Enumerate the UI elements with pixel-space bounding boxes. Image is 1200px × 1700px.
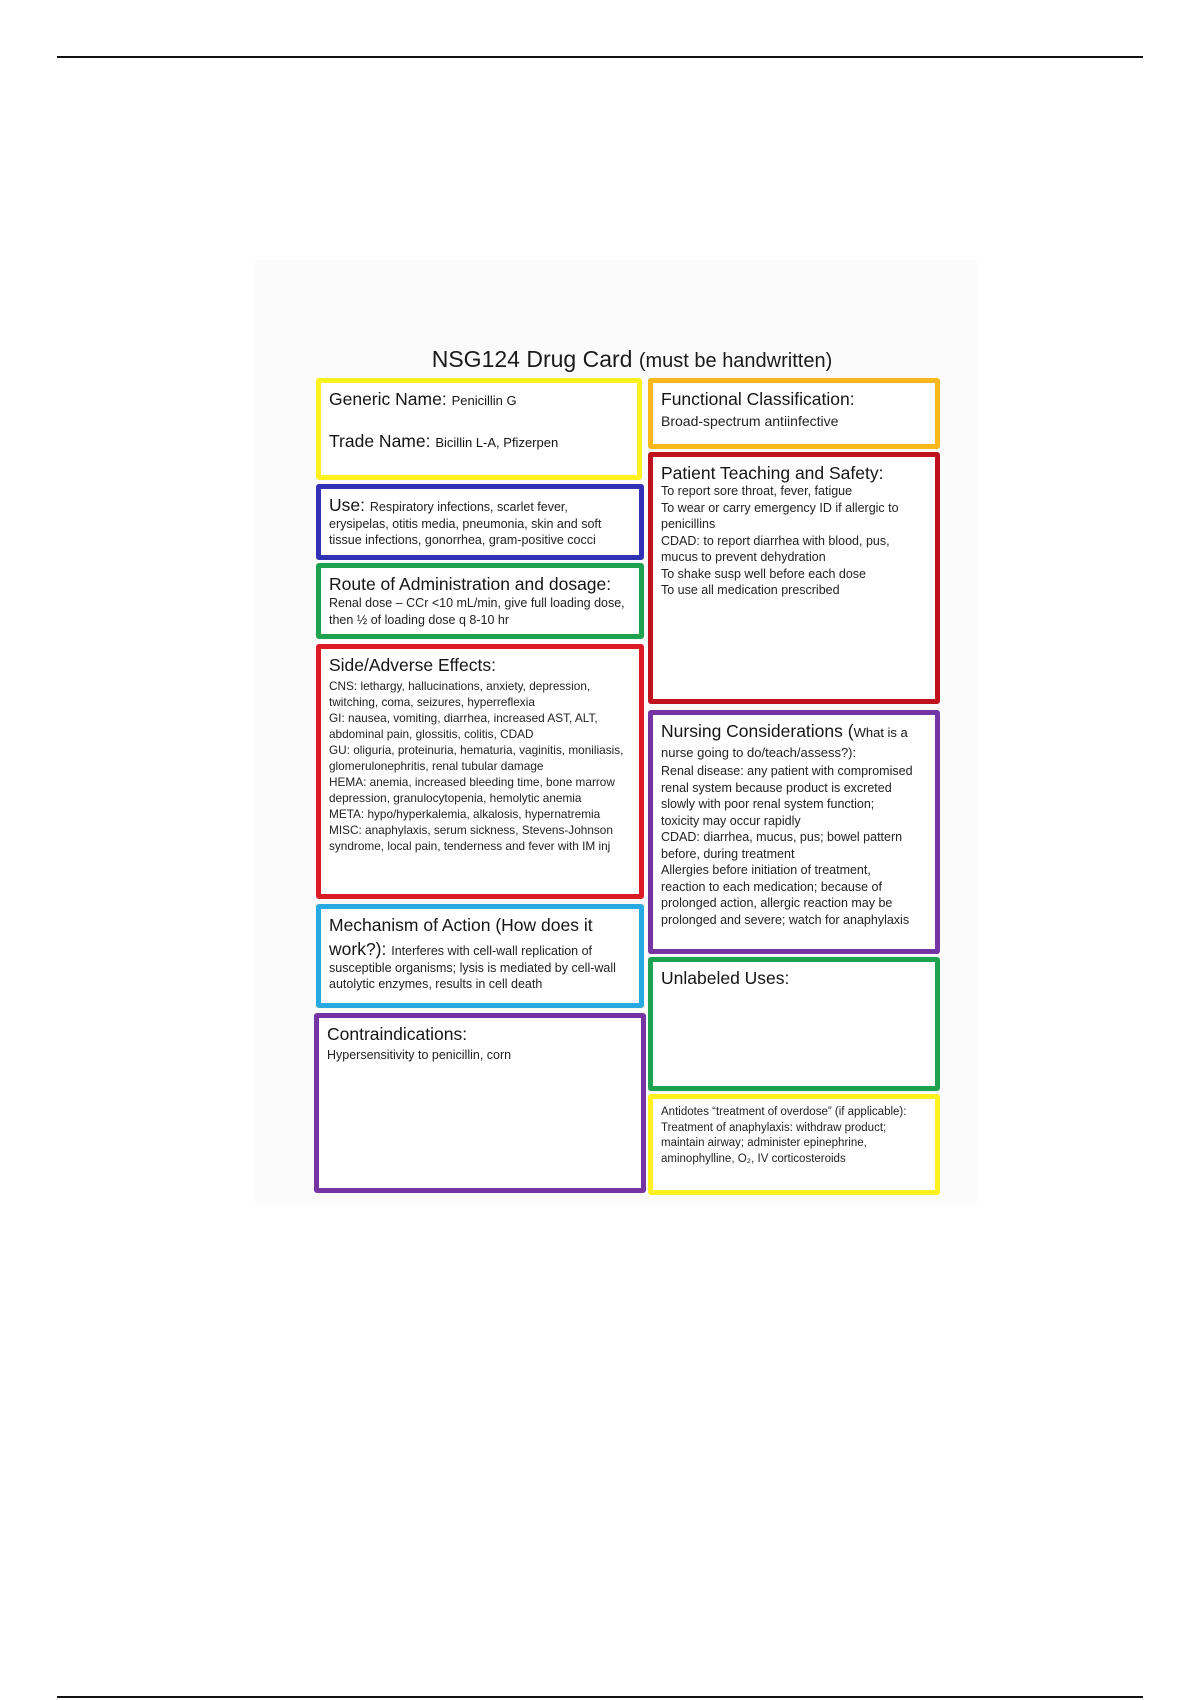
side-effects-line: GI: nausea, vomiting, diarrhea, increased AST, ALT, (329, 711, 598, 725)
card-title-note: (must be handwritten) (638, 350, 833, 372)
nursing-line: before, during treatment (661, 846, 795, 861)
side-effects-box (316, 644, 644, 899)
use-first-line (329, 495, 631, 516)
side-effects-line: twitching, coma, seizures, hyperreflexia (329, 695, 535, 709)
nursing-line: toxicity may occur rapidly (661, 813, 801, 828)
functional-classification-value: Broad-spectrum antiinfective (661, 413, 839, 429)
unlabeled-uses-label: Unlabeled Uses: (661, 968, 790, 988)
route-line: then ½ of loading dose q 8-10 hr (329, 612, 509, 627)
patient-teaching-line: To use all medication prescribed (661, 583, 840, 597)
nursing-label-cont: nurse going to do/teach/assess?): (661, 745, 857, 760)
mechanism-label-cont: work?): (329, 939, 387, 959)
generic-trade-box (316, 378, 642, 480)
mechanism-line: susceptible organisms; lysis is mediated by cell-wall (329, 960, 616, 975)
generic-name (329, 389, 629, 411)
route-line: Renal dose – CCr <10 mL/min, give full loading dose, (329, 596, 625, 610)
patient-teaching-line: mucus to prevent dehydration (661, 550, 826, 564)
patient-teaching-label: Patient Teaching and Safety: (661, 463, 884, 483)
card-title (300, 346, 964, 373)
nursing-line: Renal disease: any patient with compromised (661, 764, 913, 778)
generic-name-value: Penicillin G (451, 393, 517, 408)
nursing-line: prolonged and severe; watch for anaphylaxis (661, 912, 910, 927)
patient-teaching-line: penicillins (661, 517, 716, 531)
trade-name-value: Bicillin L-A, Pfizerpen (435, 435, 559, 450)
mechanism-first-line (329, 939, 631, 960)
side-effects-line: MISC: anaphylaxis, serum sickness, Stevens-Johnson (329, 823, 613, 837)
side-effects-line: GU: oliguria, proteinuria, hematuria, vaginitis, moniliasis, (329, 743, 624, 757)
use-line: tissue infections, gonorrhea, gram-positive cocci (329, 533, 596, 547)
side-effects-line: CNS: lethargy, hallucinations, anxiety, depression, (329, 679, 591, 693)
antidotes-line: aminophylline, O₂, IV corticosteroids (661, 1152, 846, 1165)
mechanism-line: Interferes with cell-wall replication of (391, 944, 593, 958)
route-label: Route of Administration and dosage: (329, 574, 612, 594)
nursing-considerations-label (661, 721, 927, 743)
nursing-line: reaction to each medication; because of (661, 879, 882, 894)
patient-teaching-line: To report sore throat, fever, fatigue (661, 484, 853, 498)
functional-classification-box (648, 378, 940, 449)
generic-name-label: Generic Name: (329, 389, 447, 409)
mechanism-line: autolytic enzymes, results in cell death (329, 977, 543, 991)
patient-teaching-box (648, 452, 940, 704)
nursing-label-small: What is a (853, 725, 908, 740)
nursing-line: slowly with poor renal system function; (661, 797, 875, 811)
contraindications-value: Hypersensitivity to penicillin, corn (327, 1048, 512, 1062)
bottom-rule (57, 1696, 1143, 1698)
functional-classification-label: Functional Classification: (661, 389, 855, 409)
mechanism-box (316, 904, 644, 1008)
patient-teaching-line: To wear or carry emergency ID if allergic to (661, 500, 899, 515)
side-effects-line: glomerulonephritis, renal tubular damage (329, 759, 544, 773)
nursing-considerations-box (648, 710, 940, 954)
use-line: Respiratory infections, scarlet fever, (369, 500, 568, 514)
use-line: erysipelas, otitis media, pneumonia, skin and soft (329, 516, 602, 531)
nursing-line: Allergies before initiation of treatment, (661, 863, 871, 877)
nursing-line: renal system because product is excreted (661, 780, 892, 795)
nursing-line: prolonged action, allergic reaction may be (661, 896, 893, 910)
card-title-text: NSG124 Drug Card (431, 346, 633, 372)
top-rule (57, 56, 1143, 58)
side-effects-line: abdominal pain, glossitis, colitis, CDAD (329, 727, 534, 741)
side-effects-line: HEMA: anemia, increased bleeding time, bone marrow (329, 775, 615, 789)
nursing-line: CDAD: diarrhea, mucus, pus; bowel pattern (661, 830, 903, 844)
antidotes-line: Antidotes “treatment of overdose” (if applicable): (661, 1106, 907, 1118)
route-box (316, 563, 644, 639)
side-effects-label: Side/Adverse Effects: (329, 655, 496, 675)
side-effects-line: META: hypo/hyperkalemia, alkalosis, hypernatremia (329, 807, 601, 821)
antidotes-line: Treatment of anaphylaxis: withdraw product; (661, 1121, 887, 1134)
side-effects-line: depression, granulocytopenia, hemolytic anemia (329, 791, 582, 805)
trade-name (329, 431, 629, 453)
antidotes-line: maintain airway; administer epinephrine, (661, 1137, 867, 1149)
use-label: Use: (329, 495, 365, 515)
use-box (316, 484, 644, 560)
unlabeled-uses-box (648, 957, 940, 1091)
side-effects-line: syndrome, local pain, tenderness and fever with IM inj (329, 839, 611, 853)
patient-teaching-line: To shake susp well before each dose (661, 566, 866, 581)
mechanism-label: Mechanism of Action (How does it (329, 915, 593, 935)
contraindications-box (314, 1013, 646, 1193)
nursing-label-main: Nursing Considerations ( (661, 721, 854, 741)
antidotes-box (648, 1094, 940, 1195)
trade-name-label: Trade Name: (329, 431, 431, 451)
patient-teaching-line: CDAD: to report diarrhea with blood, pus, (661, 533, 890, 548)
contraindications-label: Contraindications: (327, 1024, 468, 1044)
